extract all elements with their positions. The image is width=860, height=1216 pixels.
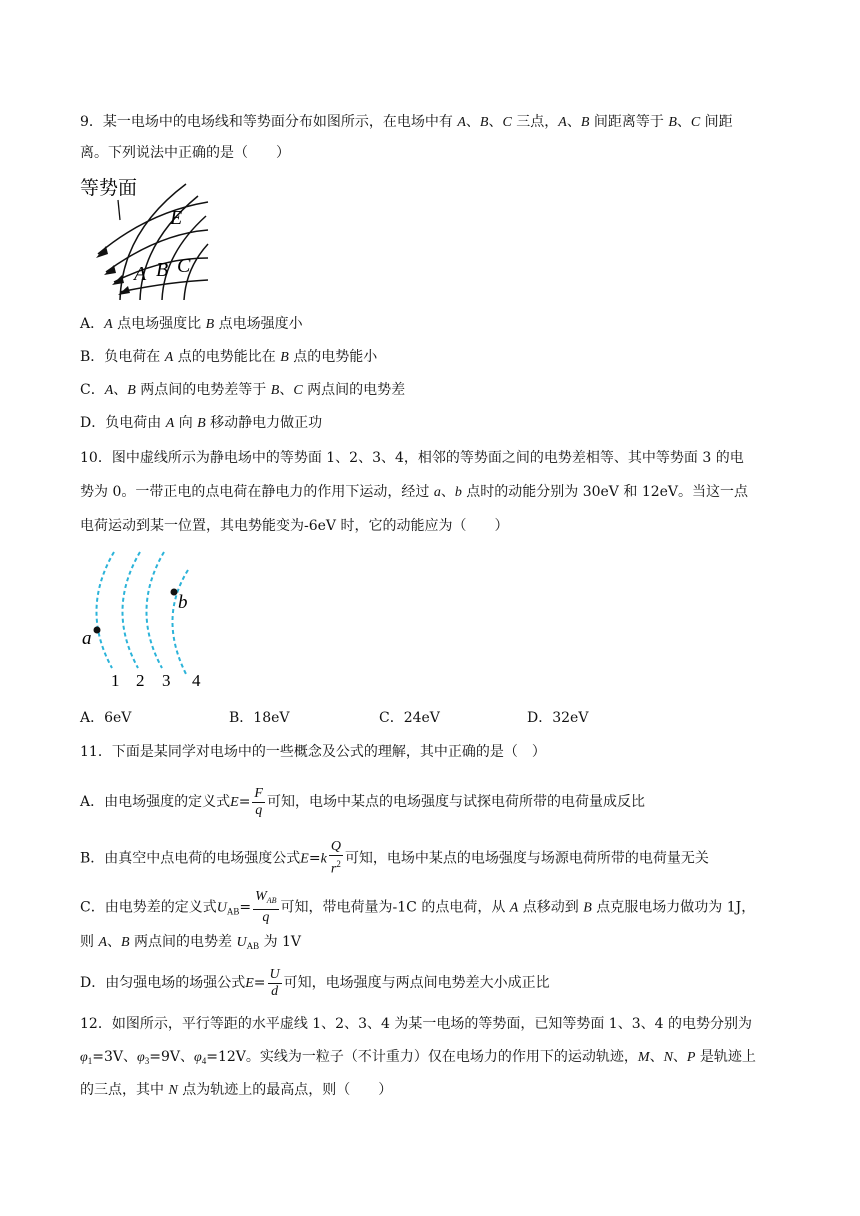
q9-label-C: C [177,255,191,277]
q11-d-fraction: $\frac{U}{d}$ [269,966,280,999]
q9-arrow-1 [96,246,108,258]
q10-label-3: 3 [162,671,171,690]
q9-field-line-1 [98,202,208,254]
q10-stem-line1: 10．图中虚线所示为静电场中的等势面 1、2、3、4，相邻的等势面之间的电势差相等、其中等势面 3 的电 [80,450,744,466]
q10-label-2: 2 [136,671,145,690]
q9-option-d[interactable]: D．负电荷由 A 向 B 移动静电力做正功 [80,415,323,431]
q10-point-b [171,589,178,596]
q11-stem: 11．下面是某同学对电场中的一些概念及公式的理解，其中正确的是（ ） [80,744,546,760]
q10-stem-line2: 势为 0。一带正电的点电荷在静电力的作用下运动，经过 a、b 点时的动能分别为 30eV 和 12eV。当这一点 [80,484,749,500]
q9-pointer-line [118,200,120,220]
q10-stem-line3: 电荷运动到某一位置，其电势能变为-6eV 时，它的动能应为（ ） [80,518,509,534]
q10-surface-2 [122,552,140,668]
q10-option-c[interactable]: C．24eV [379,710,440,726]
q10-option-b[interactable]: B．18eV [229,710,290,726]
q10-point-a [94,627,101,634]
q9-label-E: E [170,207,183,229]
q10-surface-1 [96,552,114,668]
q11-option-a[interactable]: A．由电场强度的定义式E= $\frac{F}{q}$ 可知，电场中某点的电场强度与试探电荷所带的电荷量成反比 [80,785,645,818]
q9-label-A: A [134,263,147,285]
q9-stem-line2: 离。下列说法中正确的是（ ） [80,145,290,161]
q9-option-c[interactable]: C．A、B 两点间的电势差等于 B、C 两点间的电势差 [80,382,406,398]
q10-equipotential-figure [78,548,218,692]
q9-figure-title: 等势面 [80,178,138,199]
q10-label-b: b [178,592,188,613]
q12-stem-line1: 12．如图所示，平行等距的水平虚线 1、2、3、4 为某一电场的等势面，已知等势面 1、3、4 的电势分别为 [80,1016,752,1032]
q9-label-B: B [156,259,169,281]
q11-b-fraction: $\frac{Q}{r^2}$ [330,839,341,877]
q11-a-fraction: $\frac{F}{q}$ [254,785,263,818]
q9-option-a[interactable]: A．A 点电场强度比 B 点电场强度小 [80,316,303,332]
q9-stem-line1: 9．某一电场中的电场线和等势面分布如图所示，在电场中有 A、B、C 三点，A、B 间距离等于 B、C 间距 [80,114,733,130]
q12-stem-line3: 的三点，其中 N 点为轨迹上的最高点，则（ ） [80,1082,393,1098]
q10-option-d[interactable]: D．32eV [527,710,589,726]
q10-surface-3 [146,552,164,668]
q11-option-d[interactable]: D．由匀强电场的场强公式E= $\frac{U}{d}$ 可知，电场强度与两点间电势差大小成正比 [80,966,550,999]
q9-field-figure [78,172,218,302]
q10-label-4: 4 [192,671,201,690]
q9-option-b[interactable]: B．负电荷在 A 点的电势能比在 B 点的电势能小 [80,349,378,365]
q11-option-b[interactable]: B．由真空中点电荷的电场强度公式E=k $\frac{Q}{r^2}$ 可知，电场中某点的电场强度与场源电荷所带的电荷量无关 [80,839,709,877]
q12-stem-line2: $\varphi_1=3V$、$\varphi_3=9V$、$\varphi_4=12V$。实线为一粒子（不计重力）仅在电场力的作用下的运动轨迹，M、N、P 是轨迹上 [80,1049,756,1066]
q9-arrow-2 [104,265,116,275]
q9-arrow-4 [118,286,130,295]
q10-option-a[interactable]: A．6eV [80,710,132,726]
q10-label-a: a [82,628,92,649]
q10-surface-4 [172,570,188,674]
q11-c-fraction: $\frac{W_{AB}}{q}$ [255,889,277,925]
q11-option-c[interactable]: C．由电势差的定义式$U_{AB}=$ $\frac{W_{AB}}{q}$ 可知，带电荷量为-1C 的点电荷，从 A 点移动到 B 点克服电场力做功为 1J， [80,889,756,925]
q10-label-1: 1 [111,671,120,690]
q11-option-c-line2: 则 A、B 两点间的电势差 $U_{AB}$ 为 1V [80,934,302,951]
